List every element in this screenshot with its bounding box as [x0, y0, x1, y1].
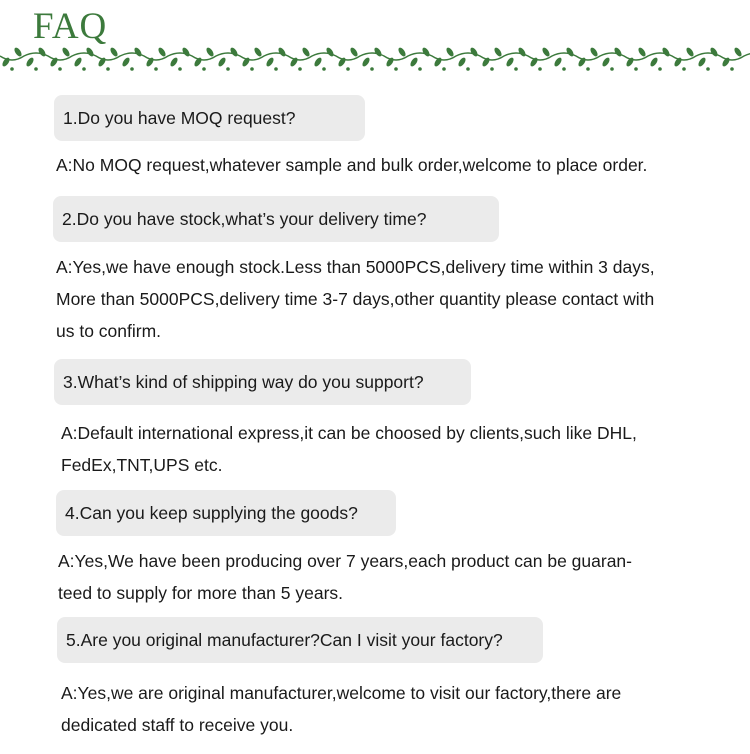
faq-answer-4-line-2: teed to supply for more than 5 years. — [58, 583, 344, 603]
faq-answer-1-line-1: A:No MOQ request,whatever sample and bulk order,welcome to place order. — [56, 155, 648, 175]
faq-answer-2-line-3: us to confirm. — [56, 321, 162, 341]
page-title: FAQ — [33, 6, 108, 47]
faq-question-5: 5.Are you original manufacturer?Can I visit your factory? — [57, 617, 543, 663]
faq-answer-3-line-2: FedEx,TNT,UPS etc. — [61, 455, 223, 475]
leaf-vine-divider-icon — [0, 44, 750, 74]
faq-answer-5 — [61, 677, 621, 741]
faq-answer-2-line-1: A:Yes,we have enough stock.Less than 5000PCS,delivery time within 3 days, — [56, 257, 655, 277]
faq-answer-5-line-1: A:Yes,we are original manufacturer,welcome to visit our factory,there are — [61, 683, 622, 703]
faq-question-1: 1.Do you have MOQ request? — [54, 95, 365, 141]
faq-answer-3-line-1: A:Default international express,it can be choosed by clients,such like DHL, — [61, 423, 637, 443]
faq-answer-1 — [56, 149, 647, 181]
faq-answer-4 — [58, 545, 632, 609]
faq-answer-2-line-2: More than 5000PCS,delivery time 3-7 days,other quantity please contact with — [56, 289, 655, 309]
faq-answer-3 — [61, 417, 637, 481]
faq-answer-2 — [56, 251, 655, 347]
faq-question-2: 2.Do you have stock,what’s your delivery time? — [53, 196, 499, 242]
faq-question-3: 3.What’s kind of shipping way do you support? — [54, 359, 471, 405]
faq-answer-4-line-1: A:Yes,We have been producing over 7 years,each product can be guaran- — [58, 551, 632, 571]
faq-answer-5-line-2: dedicated staff to receive you. — [61, 715, 294, 735]
faq-question-4: 4.Can you keep supplying the goods? — [56, 490, 396, 536]
